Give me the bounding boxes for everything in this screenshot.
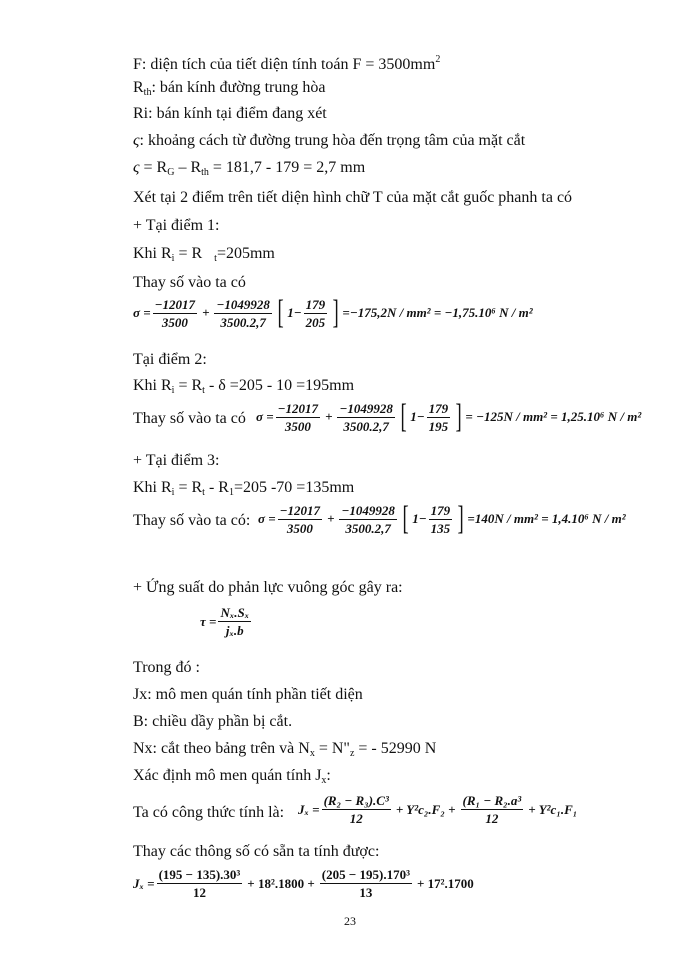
equation-jx-values: Jₓ = $\frac{\text{(195 − 135).30³}}{12}$ + 18².1800 + $\frac{\text{(205 − 195).170³}}{13}$ + 17².1700 [133,867,474,900]
equation-sigma-point-3: σ = $\frac{-12017}{3500}$ + $\frac{-1049928}{3500.2,7}$ [ 1− $\frac{179}{135}$ ] =140N / mm² = 1,4.10⁶ N / m² [258,500,626,537]
text-line-21: Xác định mô men quán tính $J_x$: [133,767,331,786]
text-line-5: $\varsigma = R_G - R_{th} = 181,7 - 179 = 2,7$ mm [133,159,366,178]
text-line-20: Nx: cắt theo bảng trên và $N_x$ = $N"_z$ = - 52990 N [133,740,437,759]
text-line-22: Ta có công thức tính là: [133,804,285,821]
equation-tau: τ = $\frac{\text{Nₓ.Sₓ}}{\text{jₓ.b}}$ [200,605,250,638]
equation-sigma-point-1: σ = $\frac{-12017}{3500}$ + $\frac{-1049928}{3500.2,7}$ [ 1− $\frac{179}{205}$ ] =−175,2N / mm² = −1,75.10⁶ N / m² [133,294,533,331]
text-line-2: $R_{th}$: bán kính đường trung hòa [133,79,326,98]
equation-sigma-point-2: σ = $\frac{-12017}{3500}$ + $\frac{-1049928}{3500.2,7}$ [ 1− $\frac{179}{195}$ ] = −125N / mm² = 1,25.10⁶ N / m² [256,398,642,435]
text-line-11: Khi $R_i = R_t - \delta =205 - 10 =195mm$ [133,377,355,396]
text-line-19: B: chiều dầy phần bị cắt. [133,713,293,730]
text-line-9: Thay số vào ta có [133,274,246,291]
text-line-13: + Tại điểm 3: [133,452,220,469]
text-line-17: Trong đó : [133,659,200,676]
page-number: 23 [344,914,356,928]
text-line-12: Thay số vào ta có [133,410,246,427]
text-line-15: Thay số vào ta có: [133,512,251,529]
text-line-7: + Tại điểm 1: [133,217,220,234]
text-line-23: Thay các thông số có sẵn ta tính được: [133,843,380,860]
text-line-6: Xét tại 2 điểm trên tiết diện hình chữ T của mặt cắt guốc phanh ta có [133,189,573,206]
text-line-3: Ri: bán kính tại điểm đang xét [133,105,327,122]
text-line-8: Khi $R_i = R$ $_t$=205mm [133,245,275,264]
text-line-16: + Ứng suất do phản lực vuông góc gây ra: [133,579,403,596]
text-line-4: ς: khoảng cách từ đường trung hòa đến trọng tâm của mặt cắt [133,132,526,149]
text-line-1: F: diện tích của tiết diện tính toán $F = 3500mm^2$ [133,54,441,73]
equation-jx-formula: Jₓ = $\frac{\text{(R₂ − R₃).C³}}{12}$ + Y²c₂.F₂ + $\frac{\text{(R₁ − R₂.a³}}{12}$ + Y²c₁.F₁ [298,793,578,826]
text-line-18: Jx: mô men quán tính phần tiết diện [133,686,363,703]
text-line-14: Khi $R_i = R_t - R_1=205$ -70 =135mm [133,479,355,498]
text-line-10: Tại điểm 2: [133,351,207,368]
